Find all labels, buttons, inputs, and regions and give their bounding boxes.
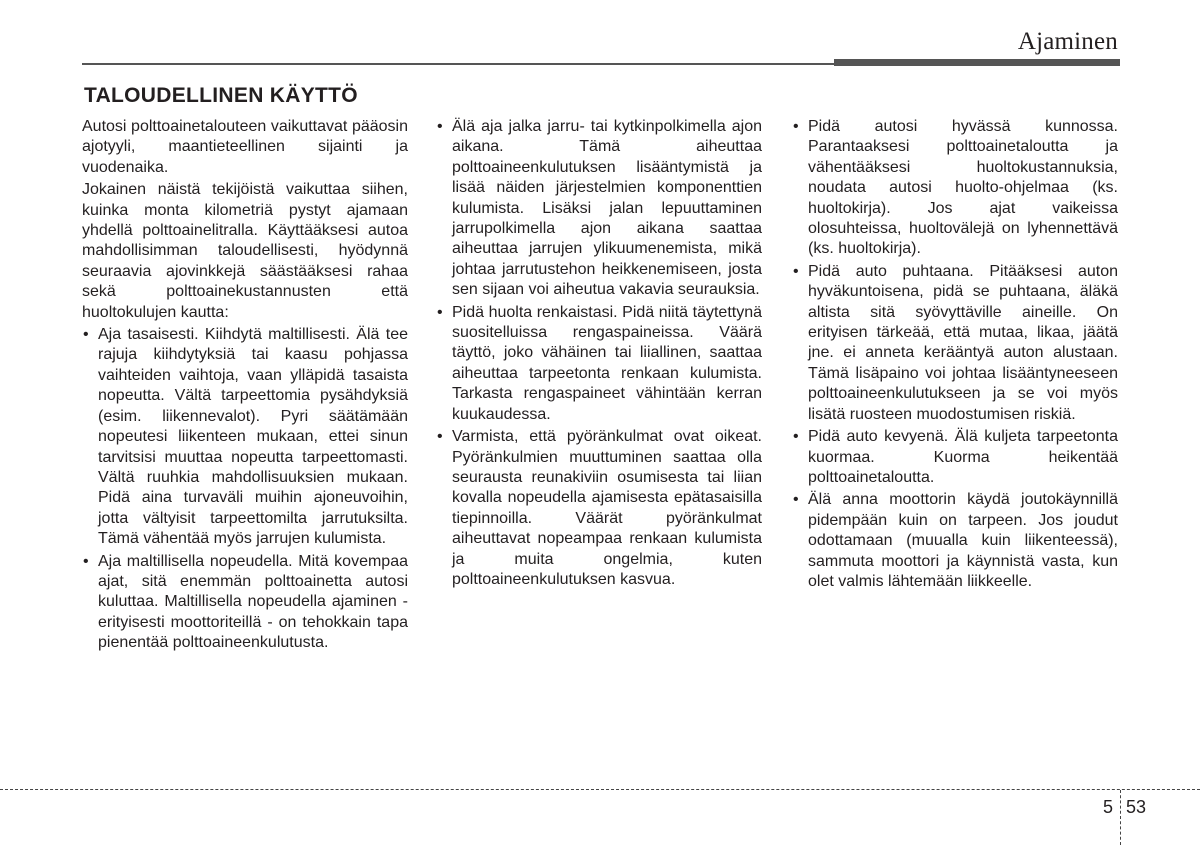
chapter-title: Ajaminen (1017, 28, 1118, 55)
tip-item (792, 427, 1118, 488)
bullet-icon: • (793, 491, 799, 509)
tip-text: Pidä huolta renkaistasi. Pidä niitä täytettynä suositelluissa rengaspaineissa. Väärä täyttö, joko vähäinen tai liiallinen, saattaa aiheuttaa tarpeetonta renkaan kulumista. Tarkasta rengaspaineet vähintään kerran kuukaudessa. (452, 303, 762, 423)
tips-list (82, 325, 408, 654)
bullet-icon: • (793, 428, 799, 446)
footer-separator (1120, 790, 1121, 845)
tip-item (792, 490, 1118, 592)
intro-paragraph: Autosi polttoainetalouteen vaikuttavat pääosin ajotyyli, maantieteellinen sijainti ja vuodenaika. (82, 118, 408, 176)
bullet-icon: • (83, 552, 89, 570)
tip-text: Älä aja jalka jarru- tai kytkinpolkimella ajon aikana. Tämä aiheuttaa polttoaineenkulutuksen lisääntymistä ja lisää näiden järjestelmien komponenttien kulumista. Lisäksi jalan lepuuttaminen jarrupolkimella ajon aikana saattaa aiheuttaa jarrujen ylikuumenemista, mikä johtaa jarrutustehon heikkenemiseen, josta sen sijaan voi aiheutua vakavia seurauksia. (452, 118, 762, 299)
tip-text: Pidä autosi hyvässä kunnossa. Parantaaksesi polttoainetaloutta ja vähentääksesi huoltokustannuksia, noudata autosi huolto-ohjelmaa (ks. huoltokirja). Jos ajat vaikeissa olosuhteissa, huoltovälejä on lyhennettävä (ks. huoltokirja). (808, 118, 1118, 258)
tip-item (436, 117, 762, 301)
header-bar (834, 59, 1120, 66)
tip-text: Aja tasaisesti. Kiihdytä maltillisesti. Älä tee rajuja kiihdytyksiä tai kaasu pohjassa vaihteiden vaihtoja, vaan ylläpidä tasaista nopeutta. Vältä tarpeettomia pysähdyksiä (esim. liikennevalot). Pyri säätämään nopeutesi liikenteen mukaan, ettei sinun tarvitsisi muuttaa nopeutta tarpeettomasti. Vältä ruuhkia mahdollisuuksien mukaan. Pidä aina turvaväli muihin ajoneuvoihin, jotta vältyisit tarpeettomilta jarrutuksilta. Tämä vähentää myös jarrujen kulumista. (98, 326, 408, 548)
tip-text: Pidä auto puhtaana. Pitääksesi auton hyväkuntoisena, pidä se puhtaana, äläkä altista sitä syövyttäville aineille. On erityisen tärkeää, että mutaa, likaa, jäätä jne. ei anneta kerääntyä auton alustaan. Tämä lisäpaino voi johtaa lisääntyneeseen polttoaineenkulutukseen ja se voi myös lisätä ruosteen muodostumisen riskiä. (808, 262, 1118, 423)
tip-item (82, 552, 408, 654)
tip-text: Pidä auto kevyenä. Älä kuljeta tarpeetonta kuormaa. Kuorma heikentää polttoainetaloutta. (808, 428, 1118, 486)
tip-item (792, 117, 1118, 260)
chapter-number: 5 (1103, 797, 1114, 817)
bullet-icon: • (793, 118, 799, 135)
column-2 (436, 117, 762, 592)
intro-paragraph: Jokainen näistä tekijöistä vaikuttaa siihen, kuinka monta kilometriä pystyt ajamaan yhdellä polttoainelitralla. Käyttääksesi autoa mahdollisimman taloudellisesti, hyödynnä seuraavia ajovinkkejä säästääksesi rahaa sekä polttoainekustannusten että huoltokulujen kautta: (82, 181, 408, 321)
tip-text: Älä anna moottorin käydä joutokäynnillä pidempään kuin on tarpeen. Jos joudut odottamaan (muualla kuin liikenteessä), sammuta moottori ja käynnistä vasta, kun olet valmis lähtemään liikkeelle. (808, 491, 1118, 590)
page-number: 53 (1126, 797, 1147, 817)
tip-item (82, 325, 408, 549)
tips-list (436, 117, 762, 590)
tip-text: Aja maltillisella nopeudella. Mitä kovempaa ajat, sitä enemmän polttoainetta autosi kuluttaa. Maltillisella nopeudella ajaminen - erityisesti moottoriteillä - on tehokkain tapa pienentää polttoaineenkulutusta. (98, 552, 408, 652)
bullet-icon: • (437, 303, 443, 321)
column-1 (82, 117, 408, 656)
tips-list (792, 117, 1118, 592)
tip-text: Varmista, että pyöränkulmat ovat oikeat. Pyöränkulmien muuttuminen saattaa olla seurausta reunakiviin osumisesta tai liian kovalla nopeudella ajamisesta epätasaisilla tiepinnoilla. Väärät pyöränkulmat aiheuttavat nopeampaa renkaan kulumista ja muita ongelmia, kuten polttoaineenkulutuksen kasvua. (452, 428, 762, 588)
footer-rule (0, 789, 1200, 790)
tip-item (436, 303, 762, 425)
section-title: TALOUDELLINEN KÄYTTÖ (84, 84, 358, 107)
tip-item (436, 427, 762, 590)
column-3 (792, 117, 1118, 594)
bullet-icon: • (437, 118, 443, 135)
bullet-icon: • (437, 428, 443, 446)
tip-item (792, 262, 1118, 425)
bullet-icon: • (793, 262, 799, 280)
bullet-icon: • (83, 326, 89, 344)
